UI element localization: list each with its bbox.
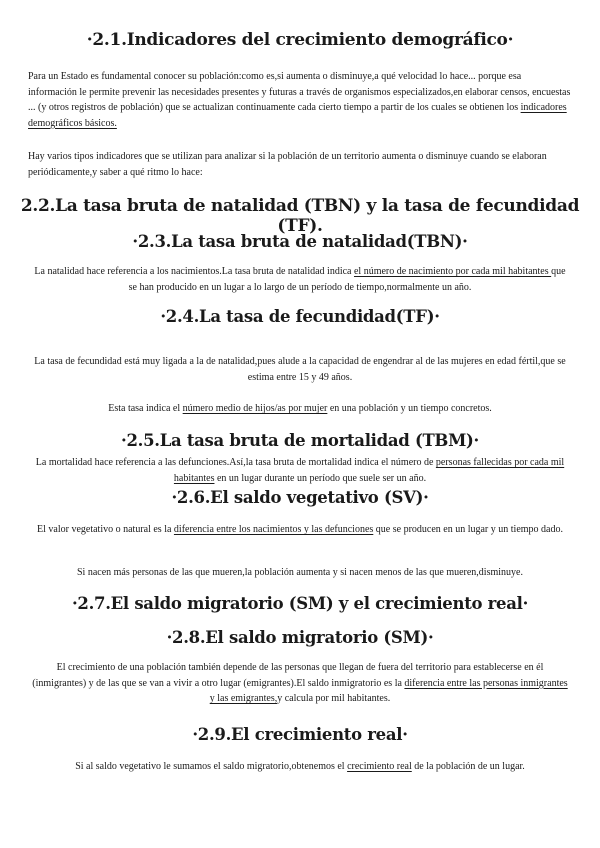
section-2-2-title: 2.2.La tasa bruta de natalidad (TBN) y la tasa de fecundidad (TF).: [20, 196, 580, 236]
section-2-8-paragraph: [0, 660, 600, 707]
section-2-6-text-1: [0, 522, 600, 538]
section-2-1-heading-block: [0, 30, 600, 50]
text-run: La mortalidad hace referencia a las defunciones.Así,la tasa bruta de mortalidad indica el número de: [35, 457, 436, 468]
text-run: y calcula por mil habitantes.: [277, 693, 391, 704]
section-2-4-title: ·2.4.La tasa de fecundidad(TF)·: [160, 307, 440, 326]
text-run: Para un Estado es fundamental conocer su población:como es,si aumenta o disminuye,a qué velocidad lo hace... porque esa información le permite prevenir las necesidades presentes y futuras a través de organismos especializados,en elaborar censos, encuestas ... (y otros registros de población) que se actualizan continuamente cada cierto tiempo a partir de los cuales se obtienen los: [28, 71, 571, 113]
text-run: El valor vegetativo o natural es la: [37, 524, 174, 535]
underlined-term: diferencia entre los nacimientos y las defunciones: [173, 524, 374, 535]
section-2-8-heading-block: [0, 628, 600, 647]
section-2-3-heading-block: [0, 232, 600, 251]
section-2-1-paragraph-1: [0, 69, 600, 131]
section-2-1-text-2: Hay varios tipos indicadores que se utilizan para analizar si la población de un territorio aumenta o disminuye cuando se elaboran periódicamente,y saber a qué ritmo lo hace:: [28, 151, 547, 178]
section-2-5-heading-block: [0, 431, 600, 450]
text-run: de la población de un lugar.: [411, 761, 525, 772]
section-2-5-paragraph: [0, 455, 600, 486]
section-2-9-title: ·2.9.El crecimiento real·: [192, 725, 408, 744]
section-2-9-text: [0, 759, 600, 775]
underlined-term: crecimiento real: [347, 761, 412, 772]
underlined-term: diferencia entre las personas inmigrantes y las emigrantes,: [209, 677, 568, 704]
section-2-9-heading-block: [0, 725, 600, 744]
section-2-1-paragraph-2: [0, 149, 600, 180]
text-run: Si al saldo vegetativo le sumamos el saldo migratorio,obtenemos el: [75, 761, 348, 772]
section-2-7-heading-block: [0, 594, 600, 613]
text-run: Esta tasa indica el: [108, 403, 183, 414]
section-2-3-title: ·2.3.La tasa bruta de natalidad(TBN)·: [132, 232, 468, 251]
text-run: que se producen en un lugar y un tiempo dado.: [373, 524, 563, 535]
section-2-9-paragraph: [0, 759, 600, 775]
text-run: en un lugar durante un período que suele ser un año.: [214, 472, 427, 484]
section-2-6-heading-block: [0, 488, 600, 507]
section-2-1-text-1: [0, 69, 600, 131]
section-2-6-paragraph-2: [0, 565, 600, 581]
section-2-3-paragraph: [0, 264, 600, 295]
section-2-4-text-2: [0, 401, 600, 417]
section-2-1-title: ·2.1.Indicadores del crecimiento demográfico·: [86, 30, 514, 50]
section-2-2-heading-block: [0, 196, 600, 236]
section-2-5-title: ·2.5.La tasa bruta de mortalidad (TBM)·: [121, 431, 479, 450]
section-2-4-paragraph-1: [0, 354, 600, 385]
section-2-6-title: ·2.6.El saldo vegetativo (SV)·: [171, 488, 429, 507]
text-run: La natalidad hace referencia a los nacimientos.La tasa bruta de natalidad indica: [34, 266, 354, 277]
section-2-6-paragraph-1: [0, 522, 600, 538]
underlined-term: indicadores demográficos básicos.: [28, 102, 567, 129]
underlined-term: personas fallecidas por cada mil habitantes: [173, 457, 565, 484]
section-2-6-text-2: Si nacen más personas de las que mueren,la población aumenta y si nacen menos de las que mueren,disminuye.: [77, 567, 523, 578]
section-2-8-title: ·2.8.El saldo migratorio (SM)·: [166, 628, 434, 647]
underlined-term: número medio de hijos/as por mujer: [182, 403, 328, 414]
text-run: en una población y un tiempo concretos.: [327, 403, 492, 414]
section-2-4-paragraph-2: [0, 401, 600, 417]
section-2-4-text-1: La tasa de fecundidad está muy ligada a la de natalidad,pues alude a la capacidad de engendrar al de las mujeres en edad fértil,que se estima entre 15 y 49 años.: [34, 356, 566, 383]
section-2-8-text: [0, 660, 600, 707]
section-2-4-heading-block: [0, 307, 600, 326]
section-2-5-text: [0, 455, 600, 486]
text-run: que se han producido en un lugar a lo largo de un período de tiempo,normalmente un año.: [128, 266, 566, 293]
underlined-term: el número de nacimiento por cada mil habitantes: [353, 266, 552, 277]
section-2-7-title: ·2.7.El saldo migratorio (SM) y el crecimiento real·: [71, 594, 529, 613]
section-2-3-text: [0, 264, 600, 295]
text-run: El crecimiento de una población también depende de las personas que llegan de fuera del territorio para establecerse en él (inmigrantes) y de las que se van a vivir a otro lugar (emigrantes).El saldo inmigratorio es la: [32, 662, 544, 689]
